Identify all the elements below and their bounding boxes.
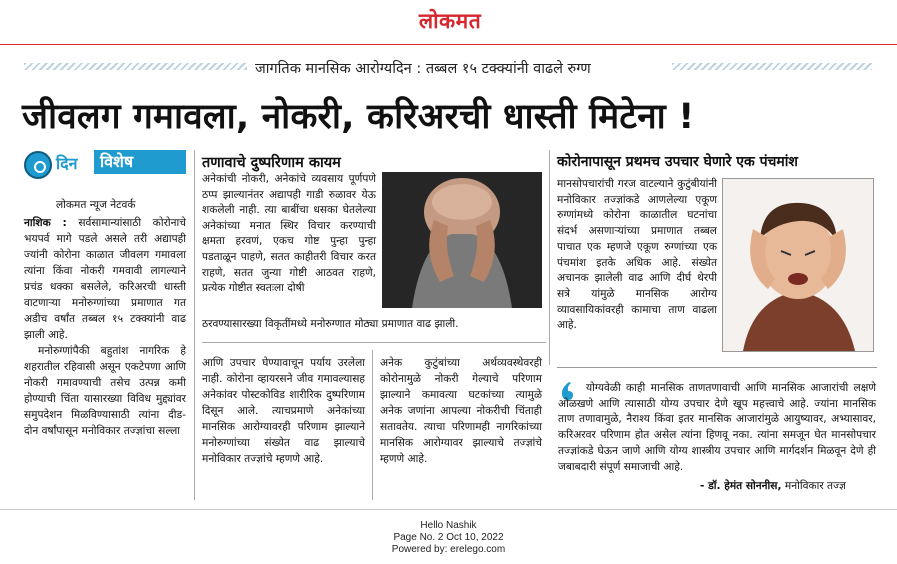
badge-din: दिन [56,154,78,173]
quote-attribution [700,479,846,493]
stress-cartoon-image [722,178,874,352]
col2-wide-line: ठरवण्यासारख्या विकृतींमध्ये मनोरुग्णात मोठ्या प्रमाणात वाढ झाली. [202,318,459,330]
col2-bottom-left: आणि उपचार घेण्यावाचून पर्याय उरलेला नाही. कोरोना व्हायरसने जीव गमावल्यासह अनेकांवर पोस्टकोविड शारीरिक दुष्परिणाम दिसून आले. त्याचप्रमाणे अनेकांच्या मानसिक आरोग्यावरही परिणाम झाल्याने मनोरुग्णांच्या संख्येत वाढ झाल्याचे मनोविकार तज्ज्ञांचे म्हणणे आहे. [202,357,365,465]
col2-top-text: अनेकांची नोकरी, अनेकांचे व्यवसाय पूर्णपणे ठप्प झाल्यानंतर अद्यापही गाडी रुळावर येऊ शकलेली नाही. त्या बाबींचा धसका घेतलेल्या अनेकांच्या मनात स्थिर विचार करण्याची क्षमता हरवणं, एकच गोष्ट पुन्हा पुन्हा पडताळून पाहणे, सतत काहीतरी विचार करत राहणे, सतत जुन्या गोष्टी आठवत राहणे, प्रत्येक गोष्टीत स्वतःला दोषी [202,173,376,295]
headline: जीवलग गमावला, नोकरी, करिअरची धास्ती मिटेना ! [22,97,695,137]
quote-text: योग्यवेळी काही मानसिक ताणतणावाची आणि मानसिक आजारांची लक्षणे ओळखणे आणि त्यासाठी योग्य उपचार देणे खूप महत्त्वाचे आहे. ज्यांना मानसिक ताण तणावामुळे, नैराश्य किंवा इतर मानसिक आजारांमुळे आयुष्यावर, अभ्यासावर, करिअरवर परिणाम होत असेल त्यांना हिणवू नका. त्यांना समजून घेत मानसोपचार तज्ज्ञांकडे घेऊन जाणे आणि योग्य शास्त्रीय उपचार आणि मार्गदर्शन मिळवून देणे ही जबाबदारी संपूर्ण समाजाची आहे. [558,382,876,473]
stressed-person-cartoon-icon [723,179,873,351]
column-divider-right [549,150,550,365]
badge-vishesh: विशेष [94,150,186,174]
col1-para1: सर्वसामान्यांसाठी कोरोनाचे भयपर्व मागे पडले असले तरी अद्यापही ज्यांनी कोरोना काळात जीवलग गमावला त्यांना किंवा नोकरी गमवावी लागल्याने प्रचंड धक्का बसलेले, करिअरची धास्ती वाटणाऱ्या मनोरुग्णांच्या प्रमाणात गत अडीच वर्षांत तब्बल १५ टक्क्यांनी वाढ झाली आहे. [24,217,186,341]
page-footer [0,520,897,556]
kicker-text: जागतिक मानसिक आरोग्यदिन : तब्बल १५ टक्क्यांनी वाढले रुग्ण [255,61,591,77]
footer-page-date: Page No. 2 Oct 10, 2022 [393,532,504,543]
col2-bottom-right: अनेक कुटुंबांच्या अर्थव्यवस्थेवरही कोरोनामुळे नोकरी गेल्याचे परिणाम झाल्याने कमावत्या घटकांच्या त्यामुळे अनेक जणांना आपल्या नोकरीची चिंताही सतावतेय. त्याचा परिणामही नागरिकांच्या मानसिक आरोग्यावर झाल्याचे तज्ज्ञांचे म्हणणे आहे. [380,357,542,465]
newspaper-logo: लोकमत [418,8,482,33]
stressed-man-photo [382,172,542,308]
footer-rule [0,509,897,510]
din-vishesh-logo-icon [24,151,52,179]
quote-top-rule [557,367,877,368]
kicker-stripe-right [672,63,872,70]
col3-title: कोरोनापासून प्रथमच उपचार घेणारे एक पंचमांश [557,154,798,170]
column-1-text [24,215,186,439]
col2-rule [202,342,546,343]
column-divider [194,150,195,500]
quote-author: - डॉ. हेमंत सोननीस, [700,480,782,492]
col2-inner-divider [372,350,373,500]
kicker-stripe-left [24,63,247,70]
footer-edition: Hello Nashik [420,520,477,531]
dateline: नाशिक : [24,217,67,229]
quote-author-role: मनोविकार तज्ज्ञ [784,480,846,492]
col3-text: मानसोपचारांची गरज वाटल्याने कुटुंबीयांनी मनोविकार तज्ज्ञांकडे आणलेल्या एकूण रुग्णांमध्ये कोरोना काळातील घटनांचा संदर्भ असणाऱ्यांच्या प्रमाणात तब्बल पाचात एक म्हणजे एकूण रुग्णांच्या एक पंचमांश इतके अधिक आहे. संख्येत अचानक झालेली वाढ आणि दीर्घ थेरपी सत्रे यांमुळे मानसिक आरोग्य व्यावसायिकांवरही कामाचा ताण वाढला आहे. [557,178,717,332]
head-in-hands-image [382,172,542,308]
col2-title: तणावाचे दुष्परिणाम कायम [202,155,341,171]
footer-powered-by: Powered by: erelego.com [391,544,506,555]
col1-para2: मनोरुग्णांपैकी बहुतांश नागरिक हे शहरातील रहिवासी असून एकटेपणा आणि नोकरी गमावण्याची तसेच उत्पन्न कमी होण्याची चिंता यासारख्या विविध मुद्द्यांवर समुपदेशन मिळविण्यासाठी त्यांना दीड- दोन वर्षांपासून मनोविकार तज्ज्ञांचा सल्ला [24,345,186,437]
byline: लोकमत न्यूज नेटवर्क [56,199,136,211]
